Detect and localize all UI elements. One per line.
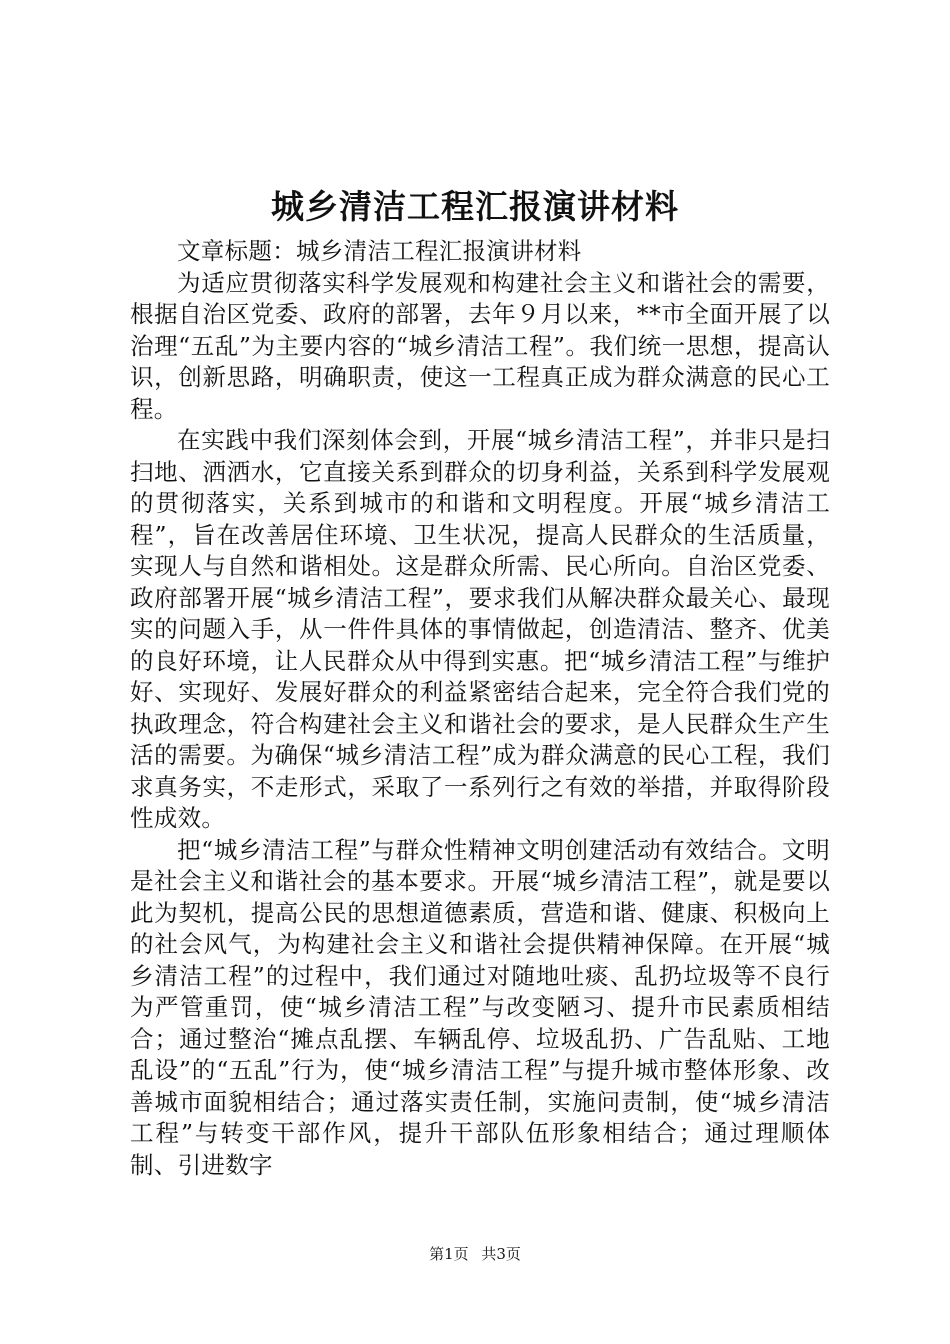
document-title: 城乡清洁工程汇报演讲材料 (271, 187, 679, 226)
page-total: 共3页 (481, 1245, 521, 1263)
paragraph-civilization: 把“城乡清洁工程”与群众性精神文明创建活动有效结合。文明是社会主义和谐社会的基本要求。开展“城乡清洁工程”，就是要以此为契机，提高公民的思想道德素质，营造和谐、健康、积极向上的社会风气，为构建社会主义和谐社会提供精神保障。在开展“城乡清洁工程”的过程中，我们通过对随地吐痰、乱扔垃圾等不良行为严管重罚，使“城乡清洁工程”与改变陋习、提升市民素质相结合；通过整治“摊点乱摆、车辆乱停、垃圾乱扔、广告乱贴、工地乱设”的“五乱”行为，使“城乡清洁工程”与提升城市整体形象、改善城市面貌相结合；通过落实责任制，实施问责制，使“城乡清洁工程”与转变干部作风，提升干部队伍形象相结合；通过理顺体制、引进数字 (130, 835, 830, 1179)
document-body (130, 236, 830, 1181)
page-number: 第1页 (429, 1245, 469, 1263)
paragraph-intro: 为适应贯彻落实科学发展观和构建社会主义和谐社会的需要，根据自治区党委、政府的部署，去年９月以来，**市全面开展了以治理“五乱”为主要内容的“城乡清洁工程”。我们统一思想，提高认识，创新思路，明确职责，使这一工程真正成为群众满意的民心工程。 (130, 268, 830, 423)
article-title-line: 文章标题：城乡清洁工程汇报演讲材料 (177, 237, 582, 265)
page-footer (0, 1244, 950, 1264)
paragraph-practice: 在实践中我们深刻体会到，开展“城乡清洁工程”，并非只是扫扫地、洒洒水，它直接关系到群众的切身利益，关系到科学发展观的贯彻落实，关系到城市的和谐和文明程度。开展“城乡清洁工程”，旨在改善居住环境、卫生状况，提高人民群众的生活质量，实现人与自然和谐相处。这是群众所需、民心所向。自治区党委、政府部署开展“城乡清洁工程”，要求我们从解决群众最关心、最现实的问题入手，从一件件具体的事情做起，创造清洁、整齐、优美的良好环境，让人民群众从中得到实惠。把“城乡清洁工程”与维护好、实现好、发展好群众的利益紧密结合起来，完全符合我们党的执政理念，符合构建社会主义和谐社会的要求，是人民群众生产生活的需要。为确保“城乡清洁工程”成为群众满意的民心工程，我们求真务实，不走形式，采取了一系列行之有效的举措，并取得阶段性成效。 (130, 426, 830, 832)
